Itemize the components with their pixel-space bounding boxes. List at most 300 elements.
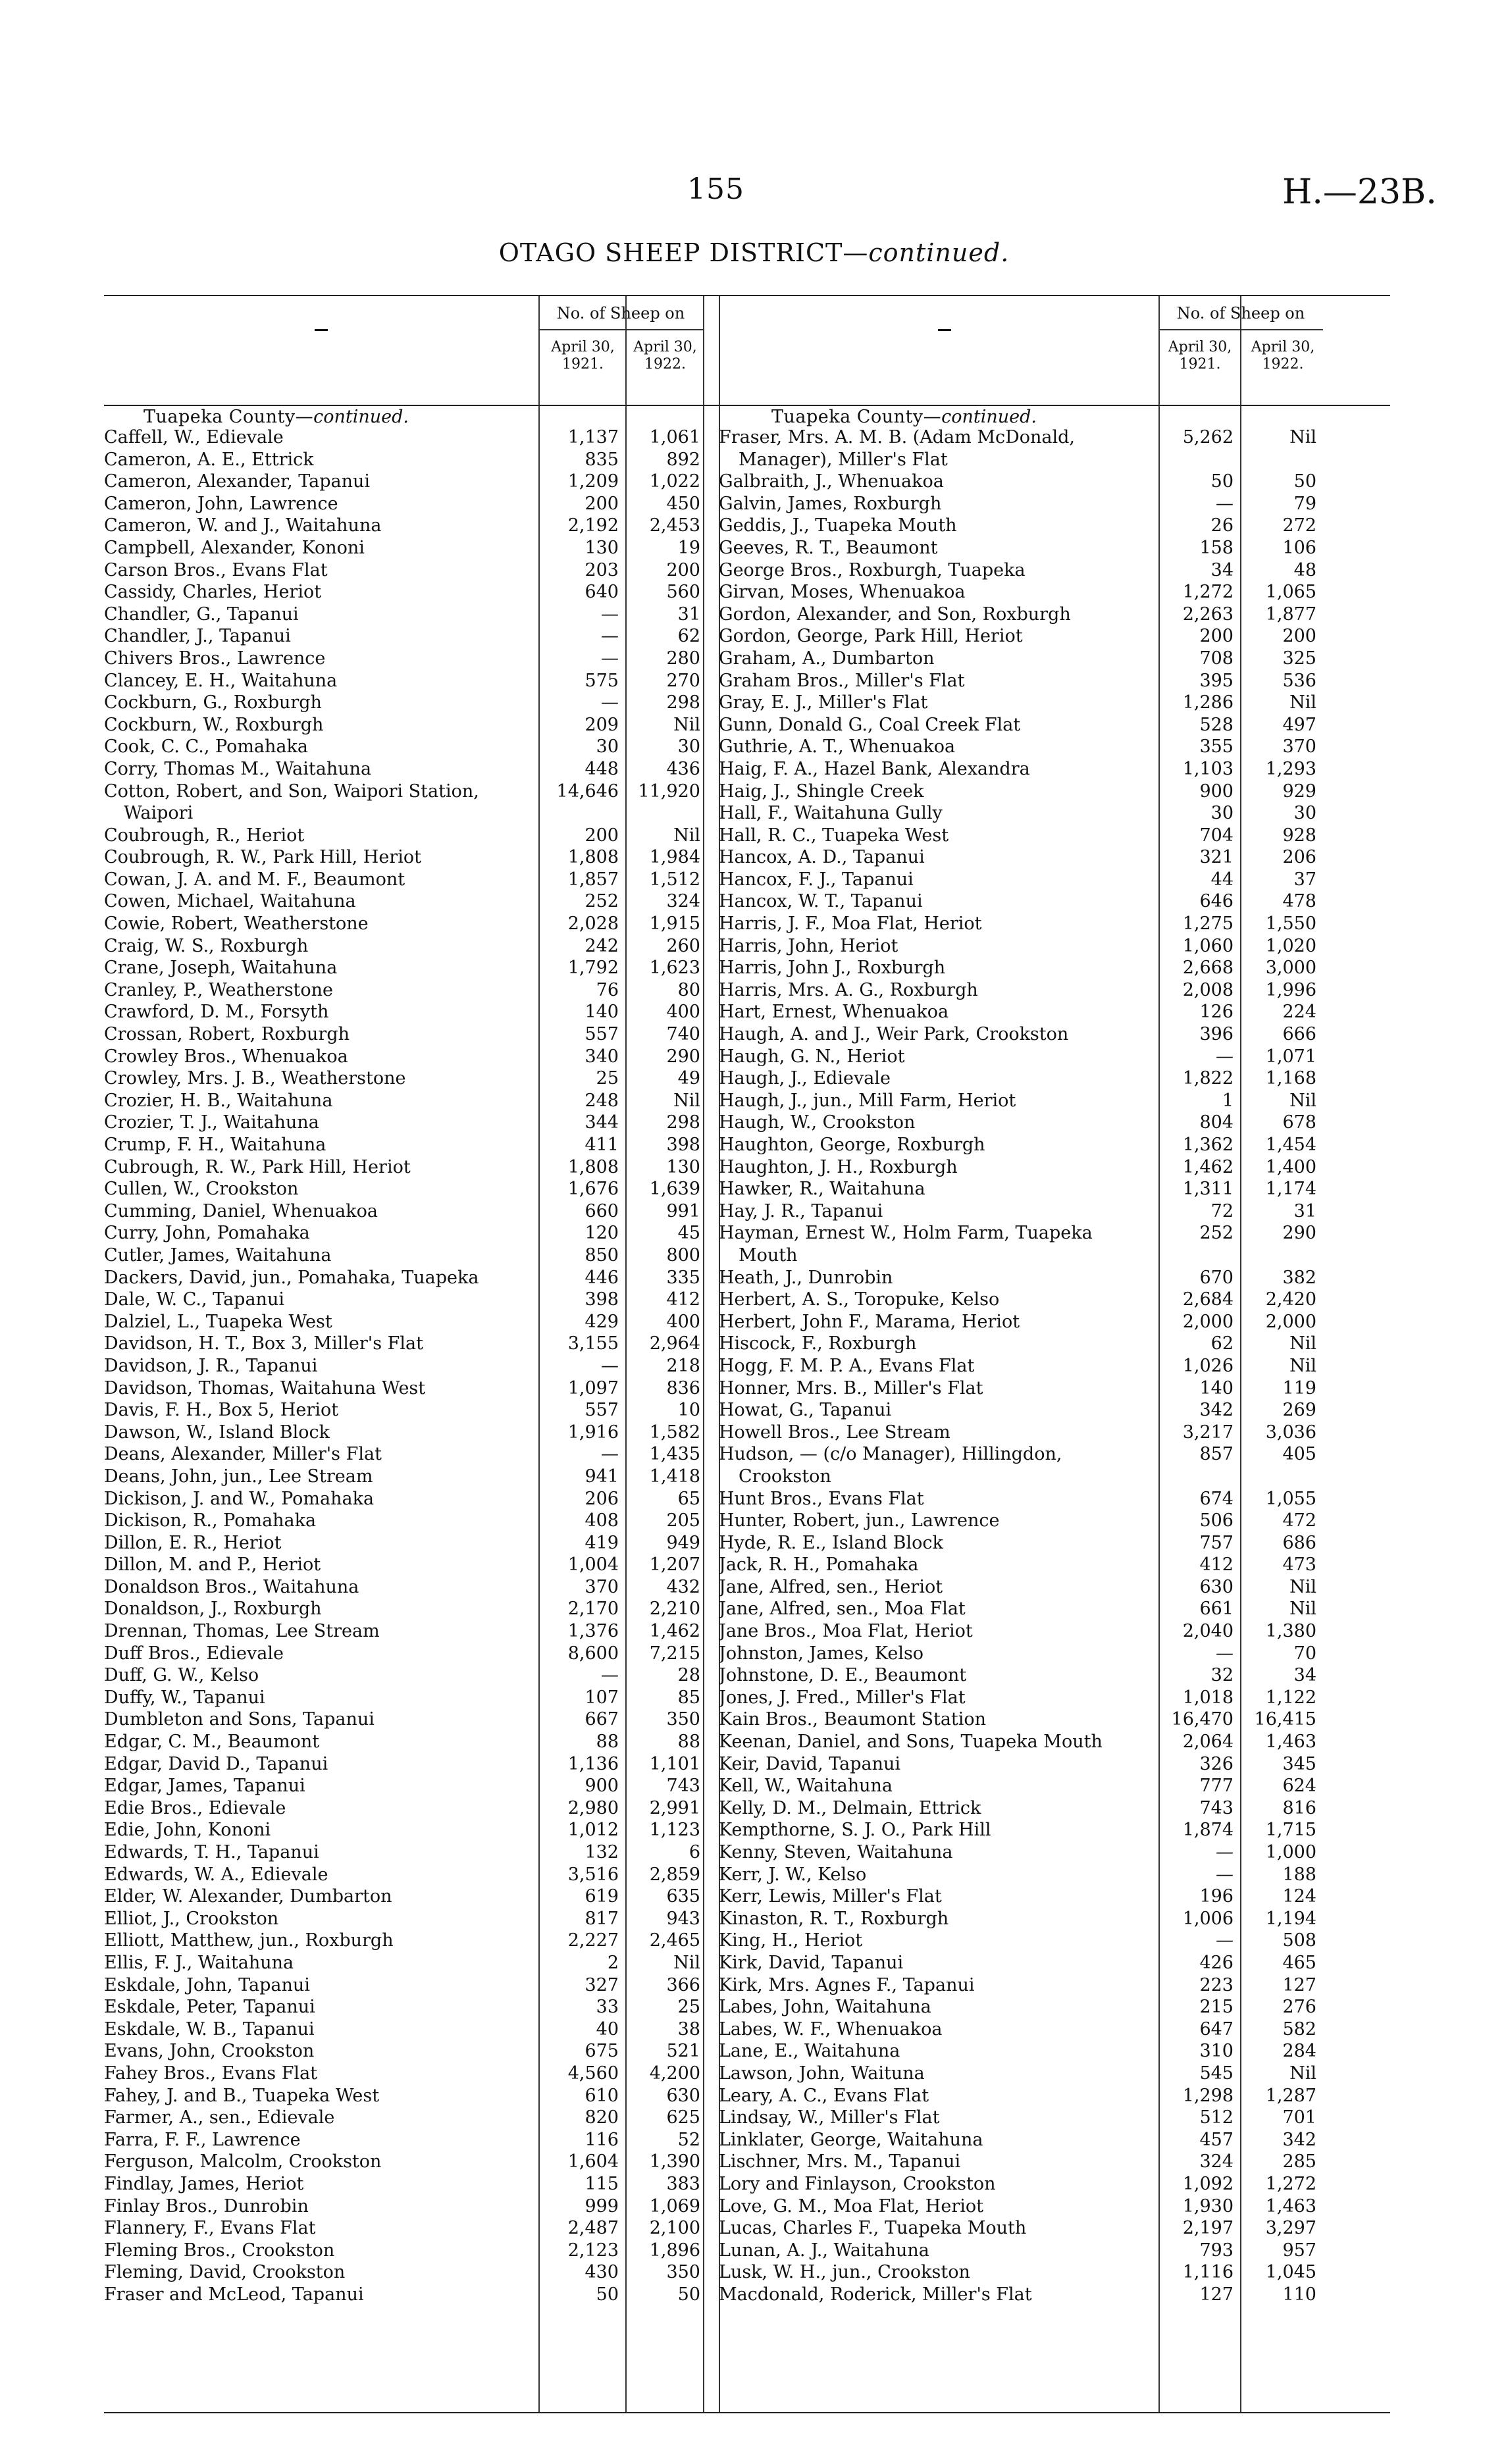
sheep-count-1922: 206 xyxy=(1282,847,1316,868)
holder-name: Harris, Mrs. A. G., Roxburgh xyxy=(719,979,978,1000)
table-row xyxy=(104,1245,756,1267)
sheep-count-1921: 203 xyxy=(585,559,619,580)
table-row xyxy=(719,1289,1390,1311)
sheep-count-1921: 2,192 xyxy=(567,515,619,536)
table-row xyxy=(719,2240,1390,2262)
sheep-count-1922: 119 xyxy=(1282,1377,1316,1399)
sheep-count-1921: 2,197 xyxy=(1182,2218,1234,2239)
county-suffix: continued. xyxy=(941,407,1037,427)
table-row xyxy=(719,1333,1390,1355)
sheep-count-1921: 1,376 xyxy=(567,1621,619,1642)
sheep-count-1922: 350 xyxy=(666,1709,700,1730)
sheep-count-1921: 223 xyxy=(1199,1974,1234,1995)
sheep-count-1922: 325 xyxy=(1282,648,1316,669)
left-table-header xyxy=(104,296,756,406)
sheep-count-1921: 1,004 xyxy=(567,1554,619,1576)
table-row xyxy=(104,1532,756,1554)
holder-name: Graham, A., Dumbarton xyxy=(719,648,935,669)
sheep-count-1922: 28 xyxy=(677,1665,700,1686)
holder-name: Lory and Finlayson, Crookston xyxy=(719,2173,996,2194)
sheep-count-1922: 800 xyxy=(666,1245,700,1266)
table-row xyxy=(104,2085,756,2107)
sheep-count-1922: 88 xyxy=(677,1732,700,1753)
sheep-count-1922: 3,036 xyxy=(1265,1422,1316,1443)
holder-name: King, H., Heriot xyxy=(719,1930,863,1951)
holder-name: Eskdale, W. B., Tapanui xyxy=(104,2018,315,2040)
table-row xyxy=(104,1466,756,1488)
sheep-count-1922: Nil xyxy=(1289,1599,1316,1620)
holder-name: Caffell, W., Edievale xyxy=(104,427,284,448)
table-row xyxy=(104,2129,756,2151)
table-row xyxy=(104,1620,756,1643)
table-row xyxy=(719,1775,1390,1797)
sheep-count-1922: 85 xyxy=(677,1687,700,1708)
sheep-count-1921: 1,857 xyxy=(567,869,619,890)
sheep-count-1921: 647 xyxy=(1199,2018,1234,2040)
sheep-count-1921: 76 xyxy=(596,979,619,1000)
holder-name: Cowen, Michael, Waitahuna xyxy=(104,891,356,912)
sheep-count-1922: 48 xyxy=(1293,559,1316,580)
holder-name: Dale, W. C., Tapanui xyxy=(104,1289,284,1310)
holder-name: Hogg, F. M. P. A., Evans Flat xyxy=(719,1355,975,1376)
table-row xyxy=(104,1178,756,1200)
table-row xyxy=(719,1355,1390,1377)
right-rows xyxy=(719,426,1390,2305)
sheep-count-1921: 777 xyxy=(1199,1776,1234,1797)
holder-name: Cockburn, G., Roxburgh xyxy=(104,692,322,713)
sheep-count-1921: 1,209 xyxy=(567,471,619,492)
table-row xyxy=(104,1974,756,1997)
table-row xyxy=(104,1886,756,1908)
sheep-count-1921: 1,808 xyxy=(567,847,619,868)
holder-name: Jones, J. Fred., Miller's Flat xyxy=(719,1687,966,1708)
sheep-count-1922: 1,463 xyxy=(1265,2195,1316,2217)
holder-name: Carson Bros., Evans Flat xyxy=(104,559,328,580)
holder-name: Dickison, R., Pomahaka xyxy=(104,1510,317,1531)
table-row xyxy=(719,2085,1390,2107)
table-row xyxy=(719,1886,1390,1908)
holder-name: Duff Bros., Edievale xyxy=(104,1643,284,1664)
holder-name: Galbraith, J., Whenuakoa xyxy=(719,471,944,492)
table-row xyxy=(719,2284,1390,2306)
sheep-count-1922: 1,454 xyxy=(1265,1135,1316,1155)
sheep-count-1921: 575 xyxy=(585,670,619,691)
holder-name: Kerr, Lewis, Miller's Flat xyxy=(719,1886,942,1907)
sheep-count-1922: 16,415 xyxy=(1254,1709,1316,1730)
sheep-count-1922: 928 xyxy=(1282,825,1316,846)
sheep-count-1921: 1,311 xyxy=(1182,1179,1234,1200)
sheep-count-1921: 130 xyxy=(585,537,619,558)
sheep-count-1921: 116 xyxy=(585,2129,619,2150)
table-row xyxy=(719,1156,1390,1179)
holder-name: Dillon, E. R., Heriot xyxy=(104,1532,282,1553)
sheep-count-1921: 1,097 xyxy=(567,1377,619,1399)
holder-name: Kirk, David, Tapanui xyxy=(719,1952,904,1973)
sheep-count-1922: 1,380 xyxy=(1265,1621,1316,1642)
table-row xyxy=(104,758,756,781)
sheep-count-1921: 670 xyxy=(1199,1267,1234,1288)
table-row xyxy=(104,1708,756,1731)
sheep-count-1921: 610 xyxy=(585,2085,619,2106)
sheep-count-1921: 5,262 xyxy=(1182,427,1234,448)
table-row xyxy=(719,625,1390,648)
sheep-count-1921: 324 xyxy=(1199,2151,1234,2172)
holder-name: Dackers, David, jun., Pomahaka, Tuapeka xyxy=(104,1267,479,1288)
holder-name: Edie, John, Kononi xyxy=(104,1820,271,1841)
holder-name: Harris, J. F., Moa Flat, Heriot xyxy=(719,913,982,935)
sheep-count-1922: 497 xyxy=(1282,714,1316,735)
table-row xyxy=(719,957,1390,979)
table-row xyxy=(104,515,756,537)
sheep-count-1921: 757 xyxy=(1199,1532,1234,1553)
sheep-count-1922: 269 xyxy=(1282,1400,1316,1421)
table-row xyxy=(719,1311,1390,1333)
holder-name: Haughton, J. H., Roxburgh xyxy=(719,1156,958,1177)
sheep-count-1922: Nil xyxy=(1289,427,1316,448)
table-row xyxy=(104,1289,756,1311)
sheep-count-1922: 19 xyxy=(677,537,700,558)
sheep-count-1921: 506 xyxy=(1199,1510,1234,1531)
sheep-count-1921: 1,462 xyxy=(1182,1156,1234,1177)
holder-name: Curry, John, Pomahaka xyxy=(104,1223,310,1244)
holder-name: Lawson, John, Waituna xyxy=(719,2063,925,2084)
holder-name: Gordon, Alexander, and Son, Roxburgh xyxy=(719,603,1071,625)
holder-name-continuation: Mouth xyxy=(739,1245,798,1266)
holder-name: Johnstone, D. E., Beaumont xyxy=(719,1665,967,1686)
table-row xyxy=(719,426,1390,471)
holder-name: Keenan, Daniel, and Sons, Tuapeka Mouth xyxy=(719,1732,1103,1753)
table-row xyxy=(719,1620,1390,1643)
sheep-count-1921: 2,668 xyxy=(1182,958,1234,979)
holder-name: Fleming Bros., Crookston xyxy=(104,2240,335,2261)
sheep-count-1921: 660 xyxy=(585,1200,619,1221)
sheep-count-1922: 1,022 xyxy=(649,471,700,492)
table-row xyxy=(719,1708,1390,1731)
holder-name: Deans, John, jun., Lee Stream xyxy=(104,1466,373,1487)
sheep-count-1921: — xyxy=(601,648,619,669)
sheep-count-1922: 816 xyxy=(1282,1797,1316,1818)
name-column-header xyxy=(315,329,328,331)
sheep-count-1921: 370 xyxy=(585,1576,619,1597)
year-1921-header: April 30, 1921. xyxy=(1168,339,1232,372)
table-row xyxy=(719,1664,1390,1687)
table-row xyxy=(104,1864,756,1886)
holder-name: Dillon, M. and P., Heriot xyxy=(104,1554,321,1576)
sheep-count-1921: 2,170 xyxy=(567,1599,619,1620)
sheep-count-1922: 1,896 xyxy=(649,2240,700,2261)
table-row xyxy=(719,1598,1390,1620)
sheep-count-1921: 457 xyxy=(1199,2129,1234,2150)
sheep-count-1922: 10 xyxy=(677,1400,700,1421)
document-reference: H.—23B. xyxy=(1282,172,1437,212)
sheep-count-1922: 124 xyxy=(1282,1886,1316,1907)
sheep-count-1921: 708 xyxy=(1199,648,1234,669)
sheep-count-1922: 2,964 xyxy=(649,1333,700,1354)
sheep-count-1921: 40 xyxy=(596,2018,619,2040)
sheep-count-1921: 1,298 xyxy=(1182,2085,1234,2106)
sheep-count-1921: 1,136 xyxy=(567,1753,619,1774)
sheep-count-1921: 1,275 xyxy=(1182,913,1234,935)
table-row xyxy=(104,1908,756,1930)
sheep-count-1921: 419 xyxy=(585,1532,619,1553)
table-row xyxy=(719,692,1390,714)
holder-name: Jane, Alfred, sen., Moa Flat xyxy=(719,1599,966,1620)
sheep-count-1921: 408 xyxy=(585,1510,619,1531)
holder-name: Harris, John, Heriot xyxy=(719,935,898,956)
holder-name: Cranley, P., Weatherstone xyxy=(104,979,334,1000)
sheep-count-1921: 140 xyxy=(1199,1377,1234,1399)
sheep-count-1922: 560 xyxy=(666,582,700,603)
sheep-count-1921: 512 xyxy=(1199,2107,1234,2128)
holder-name: Ferguson, Malcolm, Crookston xyxy=(104,2151,382,2172)
table-row xyxy=(104,1046,756,1068)
sheep-count-1921: 2,000 xyxy=(1182,1311,1234,1332)
holder-name: Crowley Bros., Whenuakoa xyxy=(104,1046,348,1067)
sheep-count-1921: 900 xyxy=(1199,781,1234,802)
sheep-count-1922: 1,512 xyxy=(649,869,700,890)
holder-name: Cameron, Alexander, Tapanui xyxy=(104,471,371,492)
sheep-count-1922: 1,877 xyxy=(1265,603,1316,625)
sheep-count-1922: 701 xyxy=(1282,2107,1316,2128)
holder-name: Honner, Mrs. B., Miller's Flat xyxy=(719,1377,983,1399)
holder-name-continuation: Manager), Miller's Flat xyxy=(739,449,948,470)
holder-name: Drennan, Thomas, Lee Stream xyxy=(104,1621,380,1642)
sheep-count-1921: 2,123 xyxy=(567,2240,619,2261)
sheep-count-1921: — xyxy=(601,626,619,647)
holder-name: Clancey, E. H., Waitahuna xyxy=(104,670,338,691)
sheep-count-1922: 1,272 xyxy=(1265,2173,1316,2194)
sheep-count-1922: 2,420 xyxy=(1265,1289,1316,1310)
table-row xyxy=(719,2018,1390,2041)
holder-name: Ellis, F. J., Waitahuna xyxy=(104,1952,294,1973)
right-table-header xyxy=(719,296,1390,406)
table-row xyxy=(719,1554,1390,1576)
holder-name: Deans, Alexander, Miller's Flat xyxy=(104,1444,382,1465)
sheep-count-1922: 52 xyxy=(677,2129,700,2150)
sheep-count-1922: 1,071 xyxy=(1265,1046,1316,1067)
sheep-count-1922: 2,465 xyxy=(649,1930,700,1951)
sheep-count-1921: 215 xyxy=(1199,1997,1234,2018)
sheep-count-1921: 704 xyxy=(1199,825,1234,846)
sheep-count-1921: 196 xyxy=(1199,1886,1234,1907)
table-row xyxy=(104,1488,756,1510)
holder-name: Haughton, George, Roxburgh xyxy=(719,1135,985,1155)
holder-name: Jane Bros., Moa Flat, Heriot xyxy=(719,1621,973,1642)
table-row xyxy=(104,1731,756,1753)
sheep-count-1922: 2,100 xyxy=(649,2218,700,2239)
table-row xyxy=(104,1377,756,1400)
sheep-count-1921: 50 xyxy=(596,2284,619,2305)
sheep-count-1922: 836 xyxy=(666,1377,700,1399)
holder-name: Cassidy, Charles, Heriot xyxy=(104,582,322,603)
sheep-count-1921: 3,155 xyxy=(567,1333,619,1354)
table-row xyxy=(104,692,756,714)
sheep-count-1922: 432 xyxy=(666,1576,700,1597)
sheep-count-1922: 1,915 xyxy=(649,913,700,935)
sheep-count-1922: 65 xyxy=(677,1488,700,1509)
holder-name: Girvan, Moses, Whenuakoa xyxy=(719,582,966,603)
year-1922-header: April 30, 1922. xyxy=(633,339,697,372)
year-1922-header: April 30, 1922. xyxy=(1251,339,1315,372)
sheep-count-1922: 478 xyxy=(1282,891,1316,912)
sheep-count-1921: 33 xyxy=(596,1997,619,2018)
sheep-count-1922: 473 xyxy=(1282,1554,1316,1576)
sheep-count-1922: 1,045 xyxy=(1265,2262,1316,2283)
sheep-count-1921: 200 xyxy=(1199,626,1234,647)
holder-name: Fraser, Mrs. A. M. B. (Adam McDonald, Manager), Miller's Flat xyxy=(719,426,1152,471)
sheep-count-1922: 49 xyxy=(677,1068,700,1089)
holder-name: Haugh, A. and J., Weir Park, Crookston xyxy=(719,1024,1069,1045)
sheep-count-1921: 310 xyxy=(1199,2041,1234,2062)
table-row xyxy=(104,2173,756,2195)
holder-name: Gordon, George, Park Hill, Heriot xyxy=(719,626,1023,647)
left-table xyxy=(104,295,756,2413)
sheep-count-1921: 8,600 xyxy=(567,1643,619,1664)
table-row xyxy=(104,581,756,603)
table-row xyxy=(104,625,756,648)
sheep-count-1922: 30 xyxy=(677,736,700,757)
sheep-count-1922: 284 xyxy=(1282,2041,1316,2062)
table-row xyxy=(104,559,756,582)
table-row xyxy=(719,1067,1390,1090)
sheep-count-1921: 1,930 xyxy=(1182,2195,1234,2217)
sheep-count-1921: 344 xyxy=(585,1112,619,1133)
table-row xyxy=(104,471,756,493)
sheep-count-1922: 666 xyxy=(1282,1024,1316,1045)
holder-name: Fraser and McLeod, Tapanui xyxy=(104,2284,364,2305)
holder-name: Fleming, David, Crookston xyxy=(104,2262,346,2283)
holder-name: Jane, Alfred, sen., Heriot xyxy=(719,1576,943,1597)
holder-name: Cullen, W., Crookston xyxy=(104,1179,299,1200)
sheep-count-1922: Nil xyxy=(1289,1355,1316,1376)
sheep-count-1921: 1,272 xyxy=(1182,582,1234,603)
sheep-count-1921: 327 xyxy=(585,1974,619,1995)
sheep-count-1922: 290 xyxy=(1282,1223,1316,1244)
sheep-count-1921: 355 xyxy=(1199,736,1234,757)
holder-name: Hunt Bros., Evans Flat xyxy=(719,1488,924,1509)
table-row xyxy=(719,802,1390,825)
holder-name: Davidson, H. T., Box 3, Miller's Flat xyxy=(104,1333,423,1354)
sheep-count-1922: Nil xyxy=(673,1090,700,1111)
sheep-count-1922: 2,859 xyxy=(649,1864,700,1885)
sheep-count-1922: 1,055 xyxy=(1265,1488,1316,1509)
table-row xyxy=(719,979,1390,1002)
table-row xyxy=(104,2217,756,2240)
sheep-count-1921: 3,516 xyxy=(567,1864,619,1885)
sheep-count-1922: 635 xyxy=(666,1886,700,1907)
sheep-count-1922: 743 xyxy=(666,1776,700,1797)
table-row xyxy=(719,714,1390,736)
holder-name: Chandler, G., Tapanui xyxy=(104,603,299,625)
table-row xyxy=(104,2195,756,2218)
sheep-count-1922: 342 xyxy=(1282,2129,1316,2150)
table-row xyxy=(719,1952,1390,1974)
header-rule xyxy=(538,329,703,330)
holder-name: Haugh, G. N., Heriot xyxy=(719,1046,905,1067)
sheep-count-1922: 200 xyxy=(1282,626,1316,647)
table-row xyxy=(104,869,756,891)
sheep-count-1921: 1,362 xyxy=(1182,1135,1234,1155)
sheep-count-1922: 324 xyxy=(666,891,700,912)
table-row xyxy=(719,1510,1390,1532)
holder-name: Lunan, A. J., Waitahuna xyxy=(719,2240,929,2261)
sheep-count-1921: — xyxy=(1216,493,1234,514)
sheep-count-1922: 1,390 xyxy=(649,2151,700,2172)
table-row xyxy=(104,1311,756,1333)
sheep-count-1921: 1,092 xyxy=(1182,2173,1234,2194)
sheep-count-1922: 1,122 xyxy=(1265,1687,1316,1708)
table-row xyxy=(104,1598,756,1620)
table-row xyxy=(719,913,1390,935)
sheep-count-1921: 646 xyxy=(1199,891,1234,912)
sheep-count-1922: 2,991 xyxy=(649,1797,700,1818)
table-row xyxy=(719,1974,1390,1997)
table-row xyxy=(104,1399,756,1422)
holder-name: Cook, C. C., Pomahaka xyxy=(104,736,308,757)
sheep-count-1922: 1,174 xyxy=(1265,1179,1316,1200)
table-row xyxy=(104,913,756,935)
sheep-count-1921: 557 xyxy=(585,1400,619,1421)
table-row xyxy=(719,670,1390,692)
holder-name: Kinaston, R. T., Roxburgh xyxy=(719,1908,949,1929)
holder-name: George Bros., Roxburgh, Tuapeka xyxy=(719,559,1026,580)
table-row xyxy=(719,1001,1390,1023)
sheep-count-1921: 835 xyxy=(585,449,619,470)
sheep-count-1922: 2,210 xyxy=(649,1599,700,1620)
table-row xyxy=(719,1267,1390,1289)
page-number: 155 xyxy=(687,172,744,206)
holder-name: Johnston, James, Kelso xyxy=(719,1643,924,1664)
table-row xyxy=(104,846,756,869)
sheep-count-1921: 528 xyxy=(1199,714,1234,735)
holder-name: Lischner, Mrs. M., Tapanui xyxy=(719,2151,961,2172)
sheep-count-1921: — xyxy=(601,1355,619,1376)
sheep-count-1922: 280 xyxy=(666,648,700,669)
sheep-count-1921: 667 xyxy=(585,1709,619,1730)
table-row xyxy=(719,559,1390,582)
sheep-count-1921: 1,103 xyxy=(1182,758,1234,779)
sheep-count-1922: 4,200 xyxy=(649,2063,700,2084)
county-name: Tuapeka County— xyxy=(771,407,942,427)
table-row xyxy=(104,1775,756,1797)
holder-name: Campbell, Alexander, Kononi xyxy=(104,537,365,558)
sheep-count-1921: 1,286 xyxy=(1182,692,1234,713)
holder-name: Donaldson, J., Roxburgh xyxy=(104,1599,322,1620)
table-row xyxy=(104,1090,756,1112)
table-row xyxy=(104,935,756,958)
sheep-count-1922: 436 xyxy=(666,758,700,779)
table-row xyxy=(104,603,756,626)
holder-name: Galvin, James, Roxburgh xyxy=(719,493,942,514)
sheep-count-1922: 398 xyxy=(666,1135,700,1155)
sheep-count-1921: 50 xyxy=(1210,471,1234,492)
holder-name: Herbert, John F., Marama, Heriot xyxy=(719,1311,1020,1332)
holder-name: Hall, F., Waitahuna Gully xyxy=(719,803,943,824)
sheep-count-1921: 661 xyxy=(1199,1599,1234,1620)
table-row xyxy=(104,2018,756,2041)
table-row xyxy=(104,1753,756,1776)
sheep-count-1921: — xyxy=(601,603,619,625)
sheep-count-1921: 545 xyxy=(1199,2063,1234,2084)
sheep-count-1921: 140 xyxy=(585,1002,619,1023)
table-row xyxy=(719,935,1390,958)
table-row xyxy=(719,471,1390,493)
sheep-count-1921: 25 xyxy=(596,1068,619,1089)
sheep-count-1922: 11,920 xyxy=(638,781,700,802)
sheep-count-1921: 16,470 xyxy=(1171,1709,1234,1730)
sheep-count-1921: 72 xyxy=(1210,1200,1234,1221)
holder-name: Evans, John, Crookston xyxy=(104,2041,315,2062)
